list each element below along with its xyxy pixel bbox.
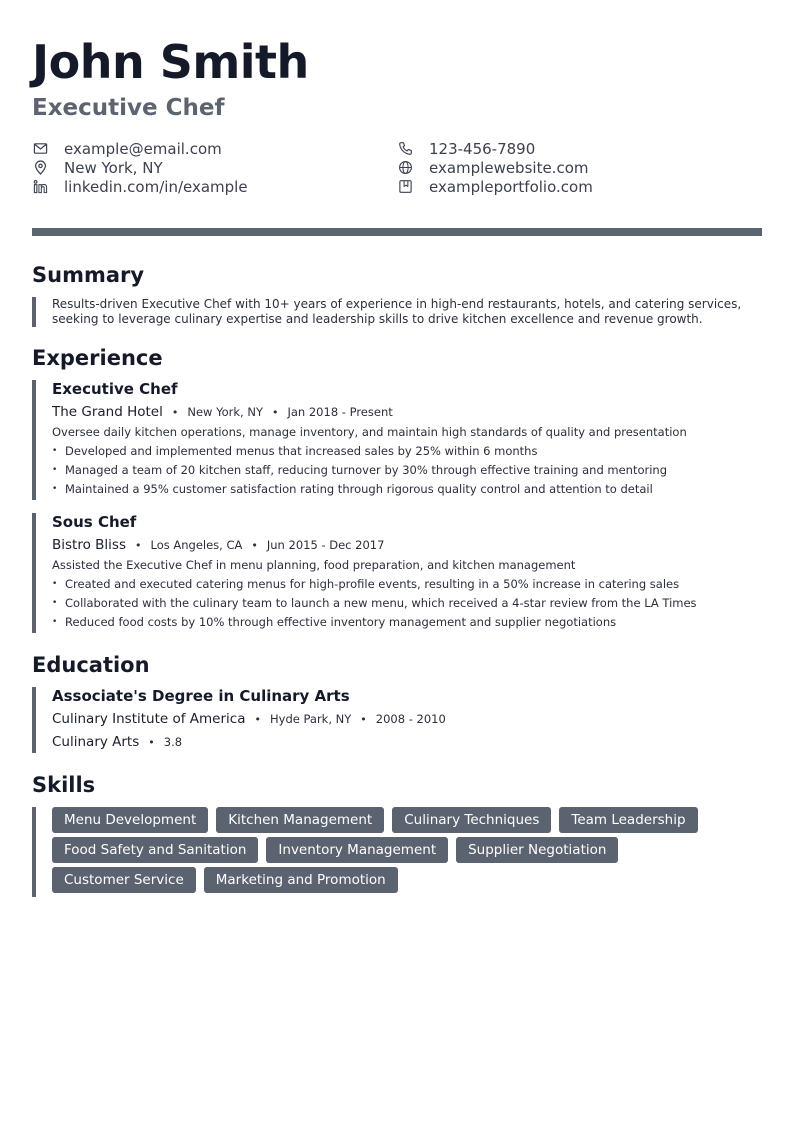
skill-tag: Inventory Management <box>266 837 448 863</box>
summary-block <box>32 297 757 327</box>
contact-portfolio[interactable] <box>397 177 593 196</box>
skill-tag: Marketing and Promotion <box>204 867 398 893</box>
job-meta <box>52 535 697 556</box>
skill-tag: Supplier Negotiation <box>456 837 618 863</box>
separator-dot: • <box>148 736 155 749</box>
skill-tag: Kitchen Management <box>216 807 384 833</box>
summary-text: Results-driven Executive Chef with 10+ years of experience in high-end restaurants, hotels, and catering services, seeking to leverage culinary expertise and leadership skills to drive kitchen excellence and revenue growth. <box>52 297 742 326</box>
separator-dot: • <box>171 406 179 419</box>
contact-phone[interactable] <box>397 139 535 158</box>
separator-dot: • <box>254 713 261 726</box>
candidate-role: Executive Chef <box>32 95 225 121</box>
education-heading: Education <box>32 653 150 677</box>
linkedin-icon <box>32 179 48 195</box>
school-location: Hyde Park, NY <box>270 712 352 726</box>
gpa-value: 3.8 <box>163 735 183 749</box>
list-item: • Created and executed catering menus for high-profile events, resulting in a 50% increase in catering sales <box>52 575 697 594</box>
job-bullets <box>52 575 697 632</box>
email-text[interactable]: example@email.com <box>64 139 222 158</box>
job-dates: Jan 2018 - Present <box>287 405 393 419</box>
portfolio-text[interactable]: exampleportfolio.com <box>429 177 593 196</box>
job-bullets <box>52 442 687 499</box>
job-location: Los Angeles, CA <box>150 538 243 552</box>
experience-entry <box>32 513 697 633</box>
skills-block <box>32 807 752 897</box>
school-name: Culinary Institute of America <box>52 711 246 727</box>
phone-text[interactable]: 123-456-7890 <box>429 139 536 158</box>
degree-title: Associate's Degree in Culinary Arts <box>52 687 350 705</box>
skill-tag: Menu Development <box>52 807 208 833</box>
separator-dot: • <box>251 539 258 552</box>
education-field-row <box>52 732 446 753</box>
contact-info <box>32 139 762 199</box>
linkedin-text[interactable]: linkedin.com/in/example <box>64 177 248 196</box>
location-text: New York, NY <box>64 158 163 177</box>
experience-entry <box>32 380 687 500</box>
separator-dot: • <box>360 713 367 726</box>
separator-dot: • <box>271 406 279 419</box>
list-item: • Maintained a 95% customer satisfaction rating through rigorous quality control and attention to detail <box>52 480 687 499</box>
job-meta <box>52 402 687 423</box>
experience-heading: Experience <box>32 346 163 370</box>
portfolio-icon <box>397 179 413 195</box>
header-divider <box>32 228 762 236</box>
phone-icon <box>397 141 413 157</box>
list-item: • Managed a team of 20 kitchen staff, reducing turnover by 30% through effective training and mentoring <box>52 461 687 480</box>
skill-tag: Food Safety and Sanitation <box>52 837 258 863</box>
contact-email[interactable] <box>32 139 222 158</box>
skill-tag: Team Leadership <box>559 807 697 833</box>
company-name: The Grand Hotel <box>52 404 163 420</box>
job-dates: Jun 2015 - Dec 2017 <box>266 538 385 552</box>
education-dates: 2008 - 2010 <box>375 712 446 726</box>
contact-website[interactable] <box>397 158 588 177</box>
skills-list <box>52 807 752 897</box>
job-title: Executive Chef <box>52 380 178 398</box>
skills-heading: Skills <box>32 773 96 797</box>
job-description: Oversee daily kitchen operations, manage inventory, and maintain high standards of quality and presentation <box>52 425 687 439</box>
summary-heading: Summary <box>32 263 145 287</box>
company-name: Bistro Bliss <box>52 537 126 553</box>
globe-icon <box>397 160 413 176</box>
map-pin-icon <box>32 160 48 176</box>
separator-dot: • <box>134 539 142 552</box>
candidate-name: John Smith <box>32 35 309 89</box>
mail-icon <box>32 141 48 157</box>
list-item: • Collaborated with the culinary team to launch a new menu, which received a 4-star review from the LA Times <box>52 594 697 613</box>
contact-linkedin[interactable] <box>32 177 248 196</box>
skill-tag: Customer Service <box>52 867 196 893</box>
list-item: • Reduced food costs by 10% through effective inventory management and supplier negotiations <box>52 613 697 632</box>
job-location: New York, NY <box>187 405 263 419</box>
education-entry <box>32 687 446 753</box>
skill-tag: Culinary Techniques <box>392 807 551 833</box>
list-item: • Developed and implemented menus that increased sales by 25% within 6 months <box>52 442 687 461</box>
contact-location <box>32 158 163 177</box>
education-meta <box>52 709 446 730</box>
field-of-study: Culinary Arts <box>52 734 140 750</box>
website-text[interactable]: examplewebsite.com <box>429 158 589 177</box>
job-description: Assisted the Executive Chef in menu planning, food preparation, and kitchen management <box>52 558 576 572</box>
job-title: Sous Chef <box>52 513 137 531</box>
